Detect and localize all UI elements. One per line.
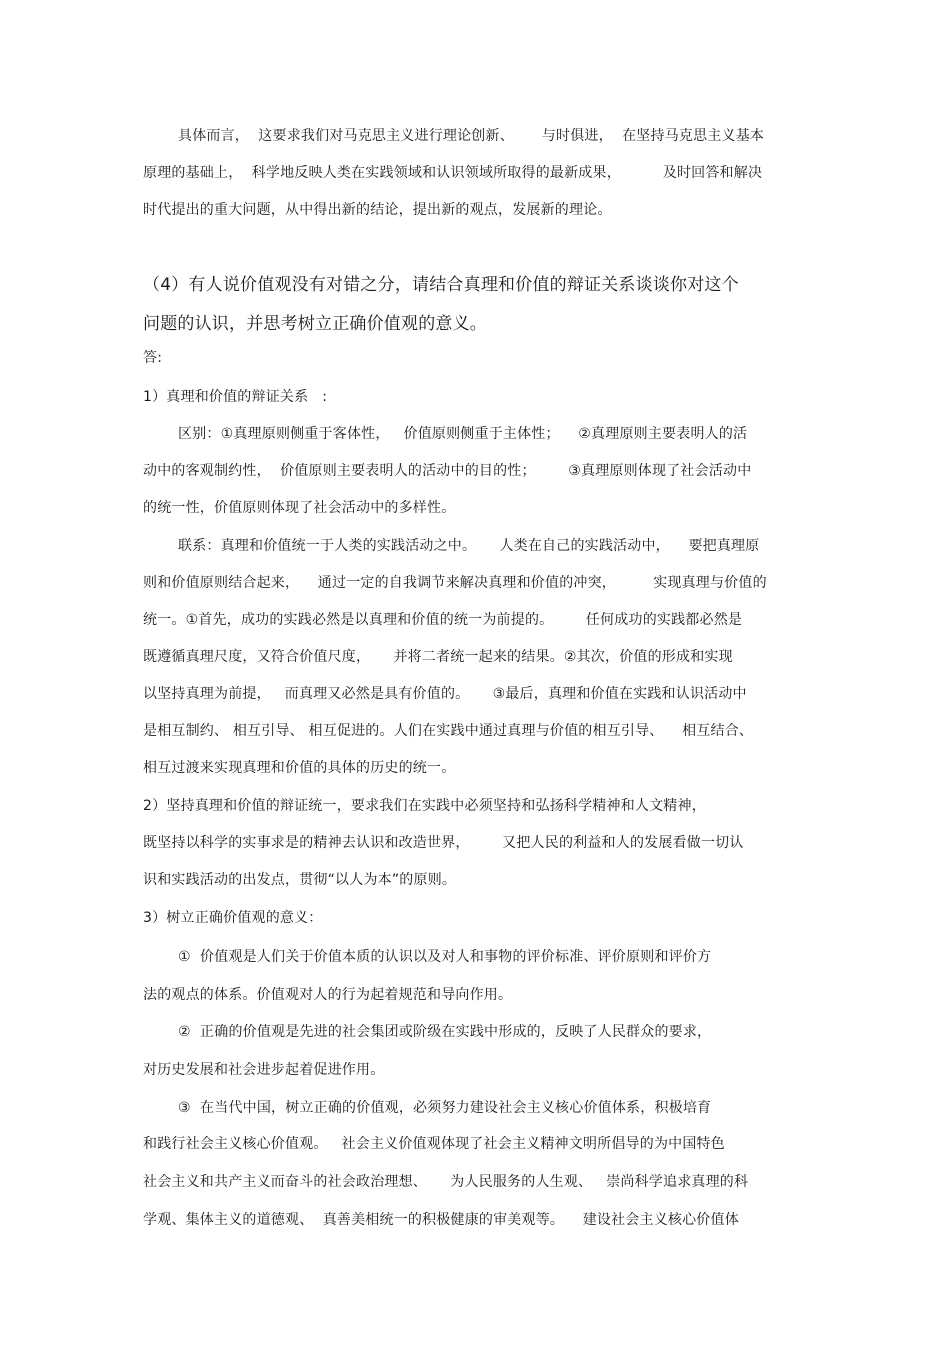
- text-line: 识和实践活动的出发点，贯彻“以人为本”的原则。: [143, 872, 457, 888]
- text-line: 统一。①首先，成功的实践必然是以真理和价值的统一为前提的。 任何成功的实践都必然是: [143, 612, 743, 628]
- text-line: ③ 在当代中国，树立正确的价值观，必须努力建设社会主义核心价值体系，积极培育: [178, 1100, 712, 1116]
- text-line: 具体而言， 这要求我们对马克思主义进行理论创新、 与时俱进， 在坚持马克思主义基本: [178, 128, 765, 144]
- text-line: 时代提出的重大问题，从中得出新的结论，提出新的观点，发展新的理论。: [143, 202, 612, 218]
- section-heading: 3）树立正确价值观的意义：: [143, 910, 323, 926]
- text-line: 相互过渡来实现真理和价值的具体的历史的统一。: [143, 760, 456, 776]
- text-line: 对历史发展和社会进步起着促进作用。: [143, 1062, 385, 1078]
- text-line: 区别：①真理原则侧重于客体性， 价值原则侧重于主体性； ②真理原则主要表明人的活: [178, 426, 748, 442]
- text-line: 是相互制约、 相互引导、 相互促进的。人们在实践中通过真理与价值的相互引导、 相互结合、: [143, 723, 754, 739]
- text-line: 既遵循真理尺度，又符合价值尺度， 并将二者统一起来的结果。②其次，价值的形成和实现: [143, 649, 733, 665]
- text-line: 学观、集体主义的道德观、 真善美相统一的积极健康的审美观等。 建设社会主义核心价值体: [143, 1212, 739, 1228]
- text-line: 原理的基础上， 科学地反映人类在实践领域和认识领域所取得的最新成果， 及时回答和解决: [143, 165, 763, 181]
- question-line: 问题的认识，并思考树立正确价值观的意义。: [143, 314, 487, 334]
- section-heading: 1）真理和价值的辩证关系 :: [143, 389, 328, 405]
- answer-label: 答:: [143, 350, 163, 366]
- text-line: 动中的客观制约性， 价值原则主要表明人的活动中的目的性； ③真理原则体现了社会活动中: [143, 463, 752, 479]
- text-line: ② 正确的价值观是先进的社会集团或阶级在实践中形成的，反映了人民群众的要求，: [178, 1024, 712, 1040]
- text-line: 既坚持以科学的实事求是的精神去认识和改造世界， 又把人民的利益和人的发展看做一切认: [143, 835, 744, 851]
- question-line: （4）有人说价值观没有对错之分，请结合真理和价值的辩证关系谈谈你对这个: [143, 275, 739, 295]
- text-line: 社会主义和共产主义而奋斗的社会政治理想、 为人民服务的人生观、 崇尚科学追求真理的科: [143, 1174, 749, 1190]
- text-line: 和践行社会主义核心价值观。 社会主义价值观体现了社会主义精神文明所倡导的为中国特色: [143, 1136, 725, 1152]
- text-line: 法的观点的体系。价值观对人的行为起着规范和导向作用。: [143, 987, 513, 1003]
- text-line: 则和价值原则结合起来， 通过一定的自我调节来解决真理和价值的冲突， 实现真理与价值的: [143, 575, 767, 591]
- text-line: ① 价值观是人们关于价值本质的认识以及对人和事物的评价标准、评价原则和评价方: [178, 949, 712, 965]
- section-heading: 2）坚持真理和价值的辩证统一，要求我们在实践中必须坚持和弘扬科学精神和人文精神，: [143, 798, 706, 814]
- text-line: 的统一性，价值原则体现了社会活动中的多样性。: [143, 500, 456, 516]
- text-line: 以坚持真理为前提， 而真理又必然是具有价值的。 ③最后，真理和价值在实践和认识活动中: [143, 686, 747, 702]
- text-line: 联系：真理和价值统一于人类的实践活动之中。 人类在自己的实践活动中， 要把真理原: [178, 538, 760, 554]
